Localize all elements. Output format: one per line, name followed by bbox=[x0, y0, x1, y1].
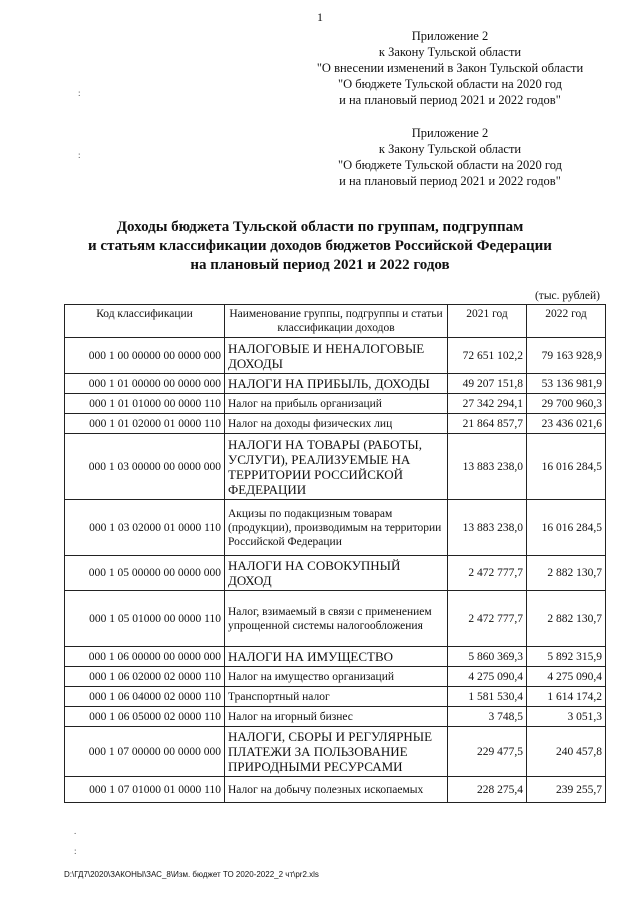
row-name: НАЛОГИ НА СОВОКУПНЫЙ ДОХОД bbox=[225, 556, 448, 591]
row-value-2021: 2 472 777,7 bbox=[448, 556, 527, 591]
table-row bbox=[65, 647, 606, 667]
units-label: (тыс. рублей) bbox=[534, 290, 600, 302]
row-name: Налог, взимаемый в связи с применением упрощенной системы налогообложения bbox=[225, 591, 448, 647]
row-name: НАЛОГИ НА ТОВАРЫ (РАБОТЫ, УСЛУГИ), РЕАЛИЗУЕМЫЕ НА ТЕРРИТОРИИ РОССИЙСКОЙ ФЕДЕРАЦИИ bbox=[225, 434, 448, 500]
header-2021: 2021 год bbox=[448, 305, 527, 338]
appendix-line: к Закону Тульской области bbox=[378, 142, 522, 156]
row-value-2022: 240 457,8 bbox=[527, 727, 606, 777]
row-value-2022: 29 700 960,3 bbox=[527, 394, 606, 414]
row-code: 000 1 07 01000 01 0000 110 bbox=[65, 777, 225, 803]
table-row bbox=[65, 414, 606, 434]
row-value-2021: 27 342 294,1 bbox=[448, 394, 527, 414]
table-row bbox=[65, 727, 606, 777]
row-code: 000 1 06 05000 02 0000 110 bbox=[65, 707, 225, 727]
table-row bbox=[65, 434, 606, 500]
row-value-2022: 2 882 130,7 bbox=[527, 556, 606, 591]
row-value-2021: 229 477,5 bbox=[448, 727, 527, 777]
scan-speck: . bbox=[74, 826, 77, 836]
row-value-2021: 5 860 369,3 bbox=[448, 647, 527, 667]
row-code: 000 1 01 02000 01 0000 110 bbox=[65, 414, 225, 434]
table-row bbox=[65, 500, 606, 556]
row-value-2022: 5 892 315,9 bbox=[527, 647, 606, 667]
appendix-header-law bbox=[300, 125, 600, 189]
row-value-2022: 53 136 981,9 bbox=[527, 374, 606, 394]
header-code: Код классификации bbox=[65, 305, 225, 338]
row-name: НАЛОГОВЫЕ И НЕНАЛОГОВЫЕ ДОХОДЫ bbox=[225, 338, 448, 374]
row-code: 000 1 03 00000 00 0000 000 bbox=[65, 434, 225, 500]
row-value-2022: 79 163 928,9 bbox=[527, 338, 606, 374]
row-value-2021: 49 207 151,8 bbox=[448, 374, 527, 394]
row-code: 000 1 01 00000 00 0000 000 bbox=[65, 374, 225, 394]
row-name: Налог на имущество организаций bbox=[225, 667, 448, 687]
row-value-2022: 16 016 284,5 bbox=[527, 500, 606, 556]
table-row bbox=[65, 338, 606, 374]
table-header-row bbox=[65, 305, 606, 338]
row-code: 000 1 06 00000 00 0000 000 bbox=[65, 647, 225, 667]
table-row bbox=[65, 591, 606, 647]
table-body bbox=[65, 338, 606, 803]
row-name: Налог на добычу полезных ископаемых bbox=[225, 777, 448, 803]
scan-speck: : bbox=[74, 846, 77, 856]
appendix-line: и на плановый период 2021 и 2022 годов" bbox=[339, 93, 561, 107]
row-name: Транспортный налог bbox=[225, 687, 448, 707]
table-row bbox=[65, 687, 606, 707]
row-value-2022: 3 051,3 bbox=[527, 707, 606, 727]
row-code: 000 1 03 02000 01 0000 110 bbox=[65, 500, 225, 556]
row-name: НАЛОГИ НА ИМУЩЕСТВО bbox=[225, 647, 448, 667]
appendix-line: "О бюджете Тульской области на 2020 год bbox=[338, 158, 562, 172]
appendix-line: и на плановый период 2021 и 2022 годов" bbox=[339, 174, 561, 188]
row-name: Налог на игорный бизнес bbox=[225, 707, 448, 727]
table-row bbox=[65, 777, 606, 803]
row-value-2021: 13 883 238,0 bbox=[448, 500, 527, 556]
row-value-2022: 23 436 021,6 bbox=[527, 414, 606, 434]
table-row bbox=[65, 667, 606, 687]
appendix-line: к Закону Тульской области bbox=[378, 45, 522, 59]
row-code: 000 1 07 00000 00 0000 000 bbox=[65, 727, 225, 777]
row-value-2021: 21 864 857,7 bbox=[448, 414, 527, 434]
row-value-2021: 72 651 102,2 bbox=[448, 338, 527, 374]
table-row bbox=[65, 374, 606, 394]
appendix-header-amendment bbox=[300, 28, 600, 108]
appendix-line: "О бюджете Тульской области на 2020 год bbox=[338, 77, 562, 91]
row-code: 000 1 06 04000 02 0000 110 bbox=[65, 687, 225, 707]
table-row bbox=[65, 707, 606, 727]
page-number: 1 bbox=[317, 10, 323, 24]
row-value-2022: 2 882 130,7 bbox=[527, 591, 606, 647]
header-name: Наименование группы, подгруппы и статьи классификации доходов bbox=[225, 305, 448, 338]
row-code: 000 1 00 00000 00 0000 000 bbox=[65, 338, 225, 374]
table-row bbox=[65, 556, 606, 591]
row-value-2021: 1 581 530,4 bbox=[448, 687, 527, 707]
table-row bbox=[65, 394, 606, 414]
row-value-2021: 3 748,5 bbox=[448, 707, 527, 727]
title-line: на плановый период 2021 и 2022 годов bbox=[190, 257, 450, 273]
row-value-2022: 239 255,7 bbox=[527, 777, 606, 803]
document-title bbox=[40, 218, 600, 275]
revenue-table bbox=[64, 304, 606, 803]
scan-speck: : bbox=[78, 150, 81, 160]
scan-speck: : bbox=[78, 88, 81, 98]
row-value-2022: 16 016 284,5 bbox=[527, 434, 606, 500]
row-value-2021: 228 275,4 bbox=[448, 777, 527, 803]
row-code: 000 1 06 02000 02 0000 110 bbox=[65, 667, 225, 687]
title-line: и статьям классификации доходов бюджетов Российской Федерации bbox=[88, 238, 552, 254]
header-2022: 2022 год bbox=[527, 305, 606, 338]
row-name: Налог на прибыль организаций bbox=[225, 394, 448, 414]
row-value-2022: 1 614 174,2 bbox=[527, 687, 606, 707]
row-value-2021: 4 275 090,4 bbox=[448, 667, 527, 687]
row-code: 000 1 01 01000 00 0000 110 bbox=[65, 394, 225, 414]
row-name: Налог на доходы физических лиц bbox=[225, 414, 448, 434]
appendix-line: "О внесении изменений в Закон Тульской области bbox=[316, 61, 584, 75]
title-line: Доходы бюджета Тульской области по группам, подгруппам bbox=[116, 219, 524, 235]
row-value-2021: 2 472 777,7 bbox=[448, 591, 527, 647]
file-path-footer: D:\ГД7\2020\ЗАКОНЫ\ЗАС_8\Изм. бюджет ТО 2020-2022_2 чт\pr2.xls bbox=[64, 870, 319, 879]
appendix-line: Приложение 2 bbox=[411, 29, 489, 43]
row-value-2021: 13 883 238,0 bbox=[448, 434, 527, 500]
row-name: НАЛОГИ НА ПРИБЫЛЬ, ДОХОДЫ bbox=[225, 374, 448, 394]
row-name: Акцизы по подакцизным товарам (продукции), производимым на территории Российской Федерации bbox=[225, 500, 448, 556]
appendix-line: Приложение 2 bbox=[411, 126, 489, 140]
row-name: НАЛОГИ, СБОРЫ И РЕГУЛЯРНЫЕ ПЛАТЕЖИ ЗА ПОЛЬЗОВАНИЕ ПРИРОДНЫМИ РЕСУРСАМИ bbox=[225, 727, 448, 777]
row-code: 000 1 05 00000 00 0000 000 bbox=[65, 556, 225, 591]
row-value-2022: 4 275 090,4 bbox=[527, 667, 606, 687]
row-code: 000 1 05 01000 00 0000 110 bbox=[65, 591, 225, 647]
